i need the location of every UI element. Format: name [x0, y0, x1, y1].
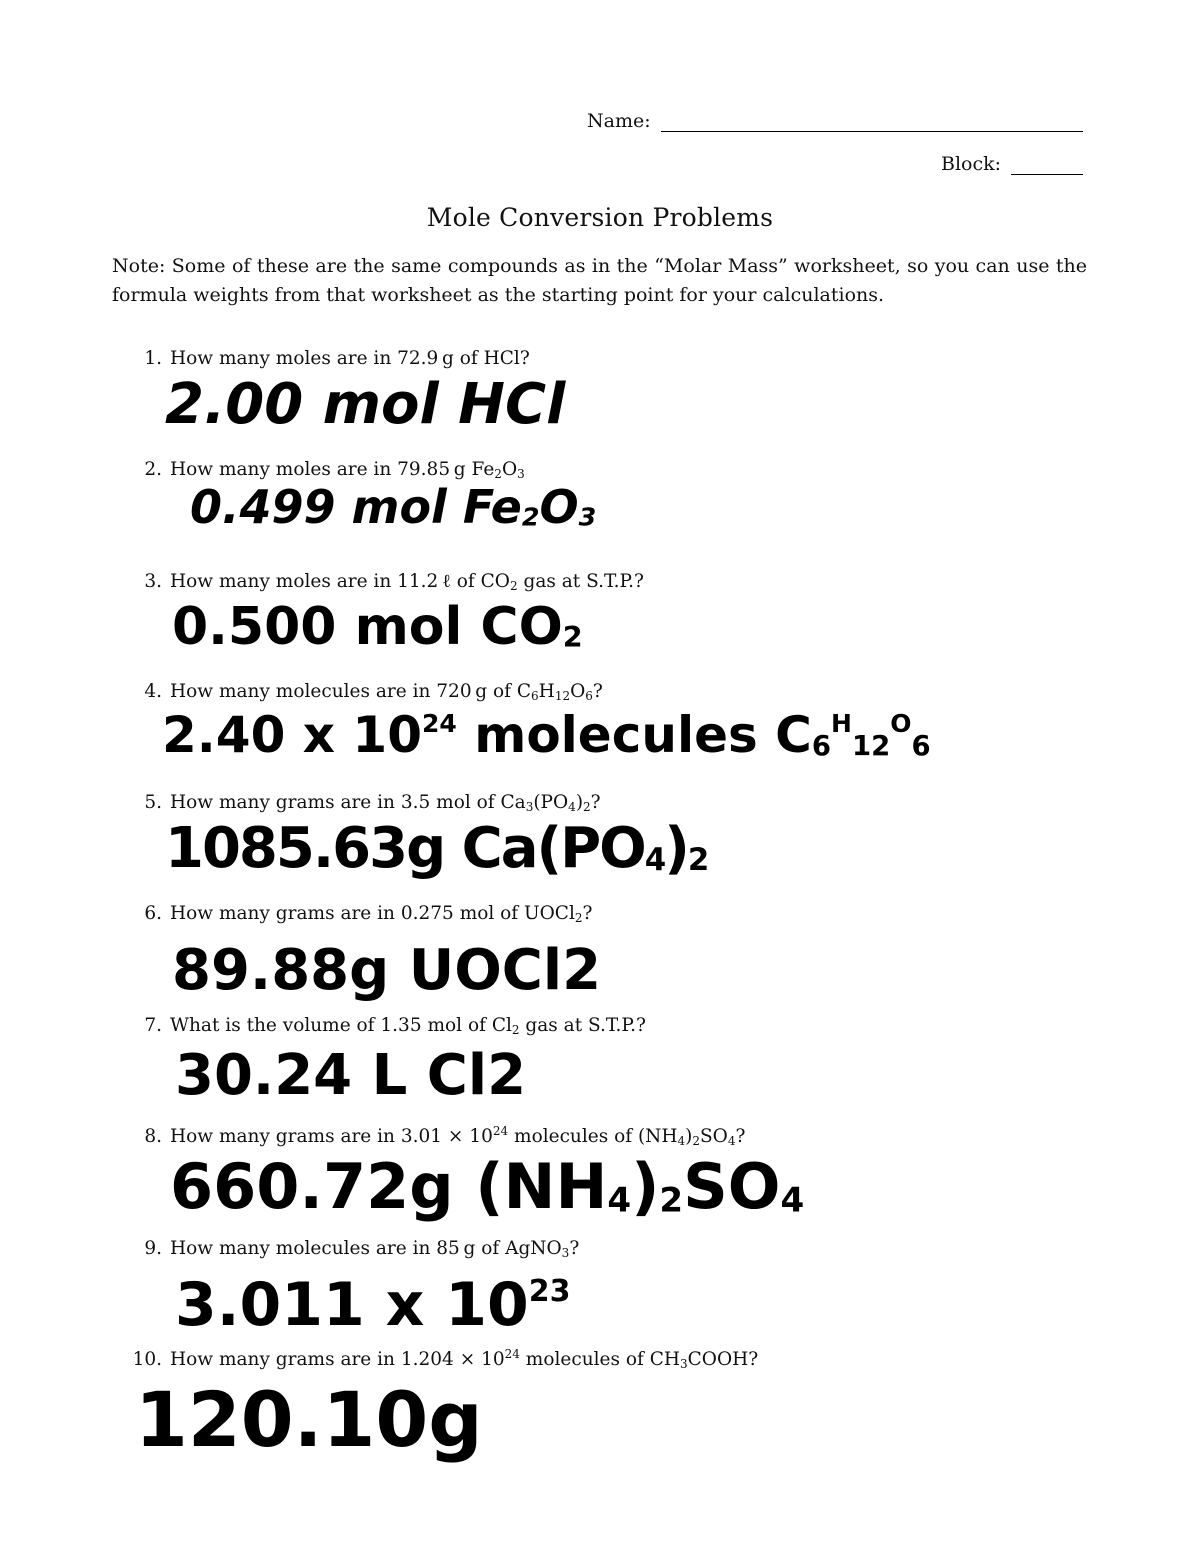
question-text: ?	[590, 792, 601, 813]
question-text: How many grams are in 0.275 mol of UOCl	[170, 903, 575, 924]
question-text: How many moles are in 72.9 g of HCl?	[170, 348, 530, 369]
answer-text: 0.499 mol Fe	[190, 480, 522, 534]
block-field[interactable]	[941, 153, 1083, 175]
answer-text: 2.40 x 10	[162, 706, 423, 764]
question-10	[130, 1349, 758, 1370]
answer-subscript: 6	[911, 729, 931, 762]
question-text: O	[570, 681, 586, 702]
question-number: 10.	[132, 1349, 162, 1370]
subscript: 4	[727, 1134, 736, 1148]
question-text: H	[538, 681, 555, 702]
question-6	[130, 903, 592, 924]
answer-subscript: 4	[607, 1180, 632, 1221]
answer-subscript: 4	[780, 1180, 805, 1221]
answer-text: O	[890, 709, 912, 738]
name-blank-line[interactable]	[661, 113, 1083, 132]
answer-subscript: 2	[562, 619, 583, 654]
question-2	[130, 459, 525, 480]
subscript: 2	[692, 1134, 700, 1148]
question-text: How many molecules are in 720 g of C	[170, 681, 532, 702]
question-number: 4.	[144, 681, 162, 702]
answer-text: )	[664, 816, 688, 881]
question-number: 7.	[144, 1015, 162, 1036]
worksheet-note: Note: Some of these are the same compounds as in the “Molar Mass” worksheet, so you can use the formula weights from that worksheet as the starting point for your calculations.	[112, 255, 1087, 306]
question-9	[130, 1238, 579, 1259]
question-text: ?	[735, 1126, 746, 1147]
question-text: )	[575, 792, 584, 813]
answer-subscript: 2	[521, 502, 540, 532]
question-text: gas at S.T.P.?	[519, 1015, 646, 1036]
subscript: 2	[574, 911, 583, 925]
answer-4	[162, 706, 931, 764]
block-label: Block:	[941, 153, 1002, 175]
answer-2	[190, 480, 596, 534]
answer-exponent: 24	[422, 709, 457, 738]
subscript: 2	[494, 467, 502, 481]
answer-text: 660.72g (NH	[170, 1150, 608, 1223]
subscript: 3	[680, 1357, 688, 1371]
subscript: 3	[525, 800, 534, 814]
answer-text: O	[539, 480, 579, 534]
question-text: molecules of (NH	[508, 1126, 678, 1147]
answer-subscript: 6	[811, 729, 832, 762]
subscript: 6	[531, 689, 539, 703]
answer-text: )	[631, 1150, 660, 1223]
answer-text: 0.500 mol CO	[172, 597, 563, 657]
answer-6: 89.88g UOCl2	[172, 938, 602, 1003]
answer-text: 3.011 x 10	[175, 1270, 529, 1340]
question-text: gas at S.T.P.?	[517, 571, 644, 592]
question-7	[130, 1015, 646, 1036]
answer-text: H	[831, 709, 852, 738]
question-number: 9.	[144, 1238, 162, 1259]
question-1	[130, 348, 530, 369]
answer-text: 1085.63g Ca(PO	[165, 816, 645, 881]
answer-subscript: 12	[851, 729, 891, 762]
question-number: 3.	[144, 571, 162, 592]
question-text: How many moles are in 79.85 g Fe	[170, 459, 495, 480]
question-number: 5.	[144, 792, 162, 813]
answer-8	[170, 1150, 804, 1223]
answer-7: 30.24 L Cl2	[175, 1043, 527, 1108]
question-5	[130, 792, 601, 813]
question-text: (PO	[533, 792, 569, 813]
subscript: 4	[568, 800, 576, 814]
answer-text: SO	[683, 1150, 781, 1223]
subscript: 2	[509, 579, 518, 593]
exponent: 24	[492, 1124, 509, 1138]
answer-1: 2.00 mol HCl	[165, 372, 566, 437]
answer-5	[165, 816, 707, 881]
question-text: SO	[700, 1126, 728, 1147]
question-number: 8.	[144, 1126, 162, 1147]
subscript: 3	[561, 1246, 570, 1260]
answer-subscript: 2	[659, 1180, 684, 1221]
subscript: 2	[511, 1023, 520, 1037]
block-blank-line[interactable]	[1011, 156, 1083, 175]
answer-text: molecules C	[456, 706, 812, 764]
answer-9	[175, 1270, 571, 1340]
question-number: 6.	[144, 903, 162, 924]
subscript: 3	[517, 467, 525, 481]
question-text: ?	[592, 681, 603, 702]
question-text: How many moles are in 11.2 ℓ of CO	[170, 571, 510, 592]
question-text: How many grams are in 3.5 mol of Ca	[170, 792, 526, 813]
question-text: COOH?	[687, 1349, 759, 1370]
question-8	[130, 1126, 745, 1147]
subscript: 2	[583, 800, 591, 814]
question-text: ?	[582, 903, 593, 924]
subscript: 6	[585, 689, 593, 703]
worksheet-title: Mole Conversion Problems	[426, 203, 774, 232]
question-4	[130, 681, 603, 702]
question-text: ?	[569, 1238, 580, 1259]
answer-exponent: 23	[528, 1274, 571, 1309]
answer-subscript: 2	[687, 842, 708, 879]
name-field[interactable]	[587, 110, 1083, 132]
name-label: Name:	[587, 110, 651, 132]
question-text: molecules of CH	[519, 1349, 681, 1370]
question-number: 2.	[144, 459, 162, 480]
question-3	[130, 571, 644, 593]
exponent: 24	[504, 1347, 520, 1361]
subscript: 12	[554, 689, 571, 703]
question-text: )	[685, 1126, 693, 1147]
answer-subscript: 3	[578, 502, 597, 532]
question-number: 1.	[144, 348, 162, 369]
question-text: How many grams are in 3.01 × 10	[170, 1126, 493, 1147]
question-text: How many molecules are in 85 g of AgNO	[170, 1238, 562, 1259]
question-text: What is the volume of 1.35 mol of Cl	[170, 1015, 512, 1036]
subscript: 4	[677, 1134, 686, 1148]
answer-subscript: 4	[644, 842, 665, 879]
answer-3	[172, 597, 583, 657]
question-text: How many grams are in 1.204 × 10	[170, 1349, 505, 1370]
question-text: O	[501, 459, 518, 480]
answer-10: 120.10g	[135, 1375, 483, 1464]
